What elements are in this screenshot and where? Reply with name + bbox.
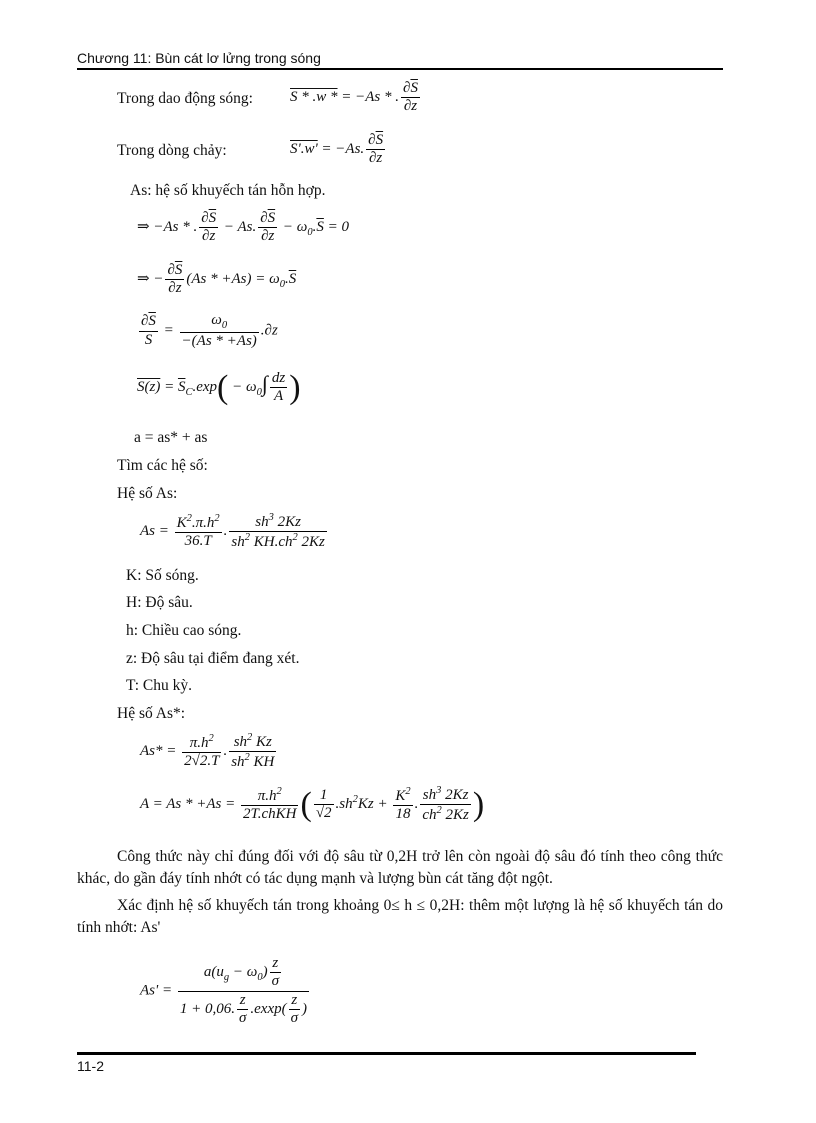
current-label: Trong dòng chảy: [117, 142, 227, 159]
eq-as: As = $\frac{K^2.\pi.h^2}{36.T}$ . $\frac{sh^3 2Kz}{sh^2 KH.ch^2 2Kz}$ [140, 512, 325, 551]
paragraph-viscous: Xác định hệ số khuyếch tán trong khoảng 0≤ h ≤ 0,2H: thêm một lượng là hệ số khuyếch tán do tính nhớt: As' [77, 897, 723, 936]
T-definition: T: Chu kỳ. [126, 677, 192, 694]
eq-A-total: A = As * +As = $\frac{\pi.h^2}{\text{2T.chKH}}$ ( $\frac{1}{√2}$ $.sh^2Kz$ + $\frac{K^2}{18}$ . $\frac{sh^3 2Kz}{ch^2 2Kz}$ ) [140, 785, 485, 824]
header-rule [77, 68, 723, 70]
as-definition: As: hệ số khuyếch tán hỗn hợp. [130, 182, 326, 199]
find-coefficients: Tìm các hệ số: [117, 457, 208, 474]
page-number: 11-2 [77, 1058, 104, 1074]
h-definition: h: Chiều cao sóng. [126, 622, 242, 639]
coefficient-as-heading: Hệ số As: [117, 485, 178, 502]
H-definition: H: Độ sâu. [126, 594, 193, 611]
eq-separated: $\frac{\partial\overline{S}}{S}$ = $\frac{\omega_0}{-(As * +As)}$ .∂z [141, 312, 278, 350]
chapter-header: Chương 11: Bùn cát lơ lửng trong sóng [77, 50, 321, 66]
eq-combined: ⇒ − $\frac{\partial\overline{S}}{\partial z}$ $(As * +As) = \omega_0.\overline{S}$ [137, 262, 297, 297]
eq-balance: ⇒ −As * . $\frac{\partial\overline{S}}{\partial z}$ − As. $\frac{\partial\overline{S}}{\partial z}$ − $\omega_0.\overline{S} = 0$ [137, 210, 349, 245]
a-definition: a = as* + as [134, 429, 208, 446]
footer-rule [77, 1052, 696, 1055]
eq-as-prime: As' = $a(u_g - \omega_0)$ $\frac{z}{\sigma}$ 1 + 0,06. $\frac{z}{\sigma}$ .exxp( $\frac{z}{\sigma}$ ) [140, 955, 307, 1026]
eq-integral: $S(z) = \overline{S}_C.\exp( - \omega_0\int$ $\frac{dz}{A}$ ) [137, 368, 301, 406]
z-definition: z: Độ sâu tại điểm đang xét. [126, 650, 300, 667]
paragraph-validity: Công thức này chỉ đúng đối với độ sâu từ 0,2H trở lên còn ngoài độ sâu đó tính theo công thức khác, do gần đáy tính nhớt có tác dụng mạnh và lượng bùn cát tăng đột ngột. [77, 848, 723, 887]
eq-current-flux: S'.w' = −As. $\frac{\partial\overline{S}}{\partial z}$ [290, 132, 384, 167]
coefficient-as-star-heading: Hệ số As*: [117, 705, 186, 722]
wave-label: Trong dao động sóng: [117, 90, 253, 107]
eq-wave-flux: S * .w * = −As * . $\frac{\partial\overline{S}}{\partial z}$ [290, 80, 418, 115]
k-definition: K: Số sóng. [126, 567, 199, 584]
eq-as-star: As* = $\frac{\pi.h^2}{2√2.T}$ . $\frac{sh^2 Kz}{sh^2 KH}$ [140, 732, 275, 771]
